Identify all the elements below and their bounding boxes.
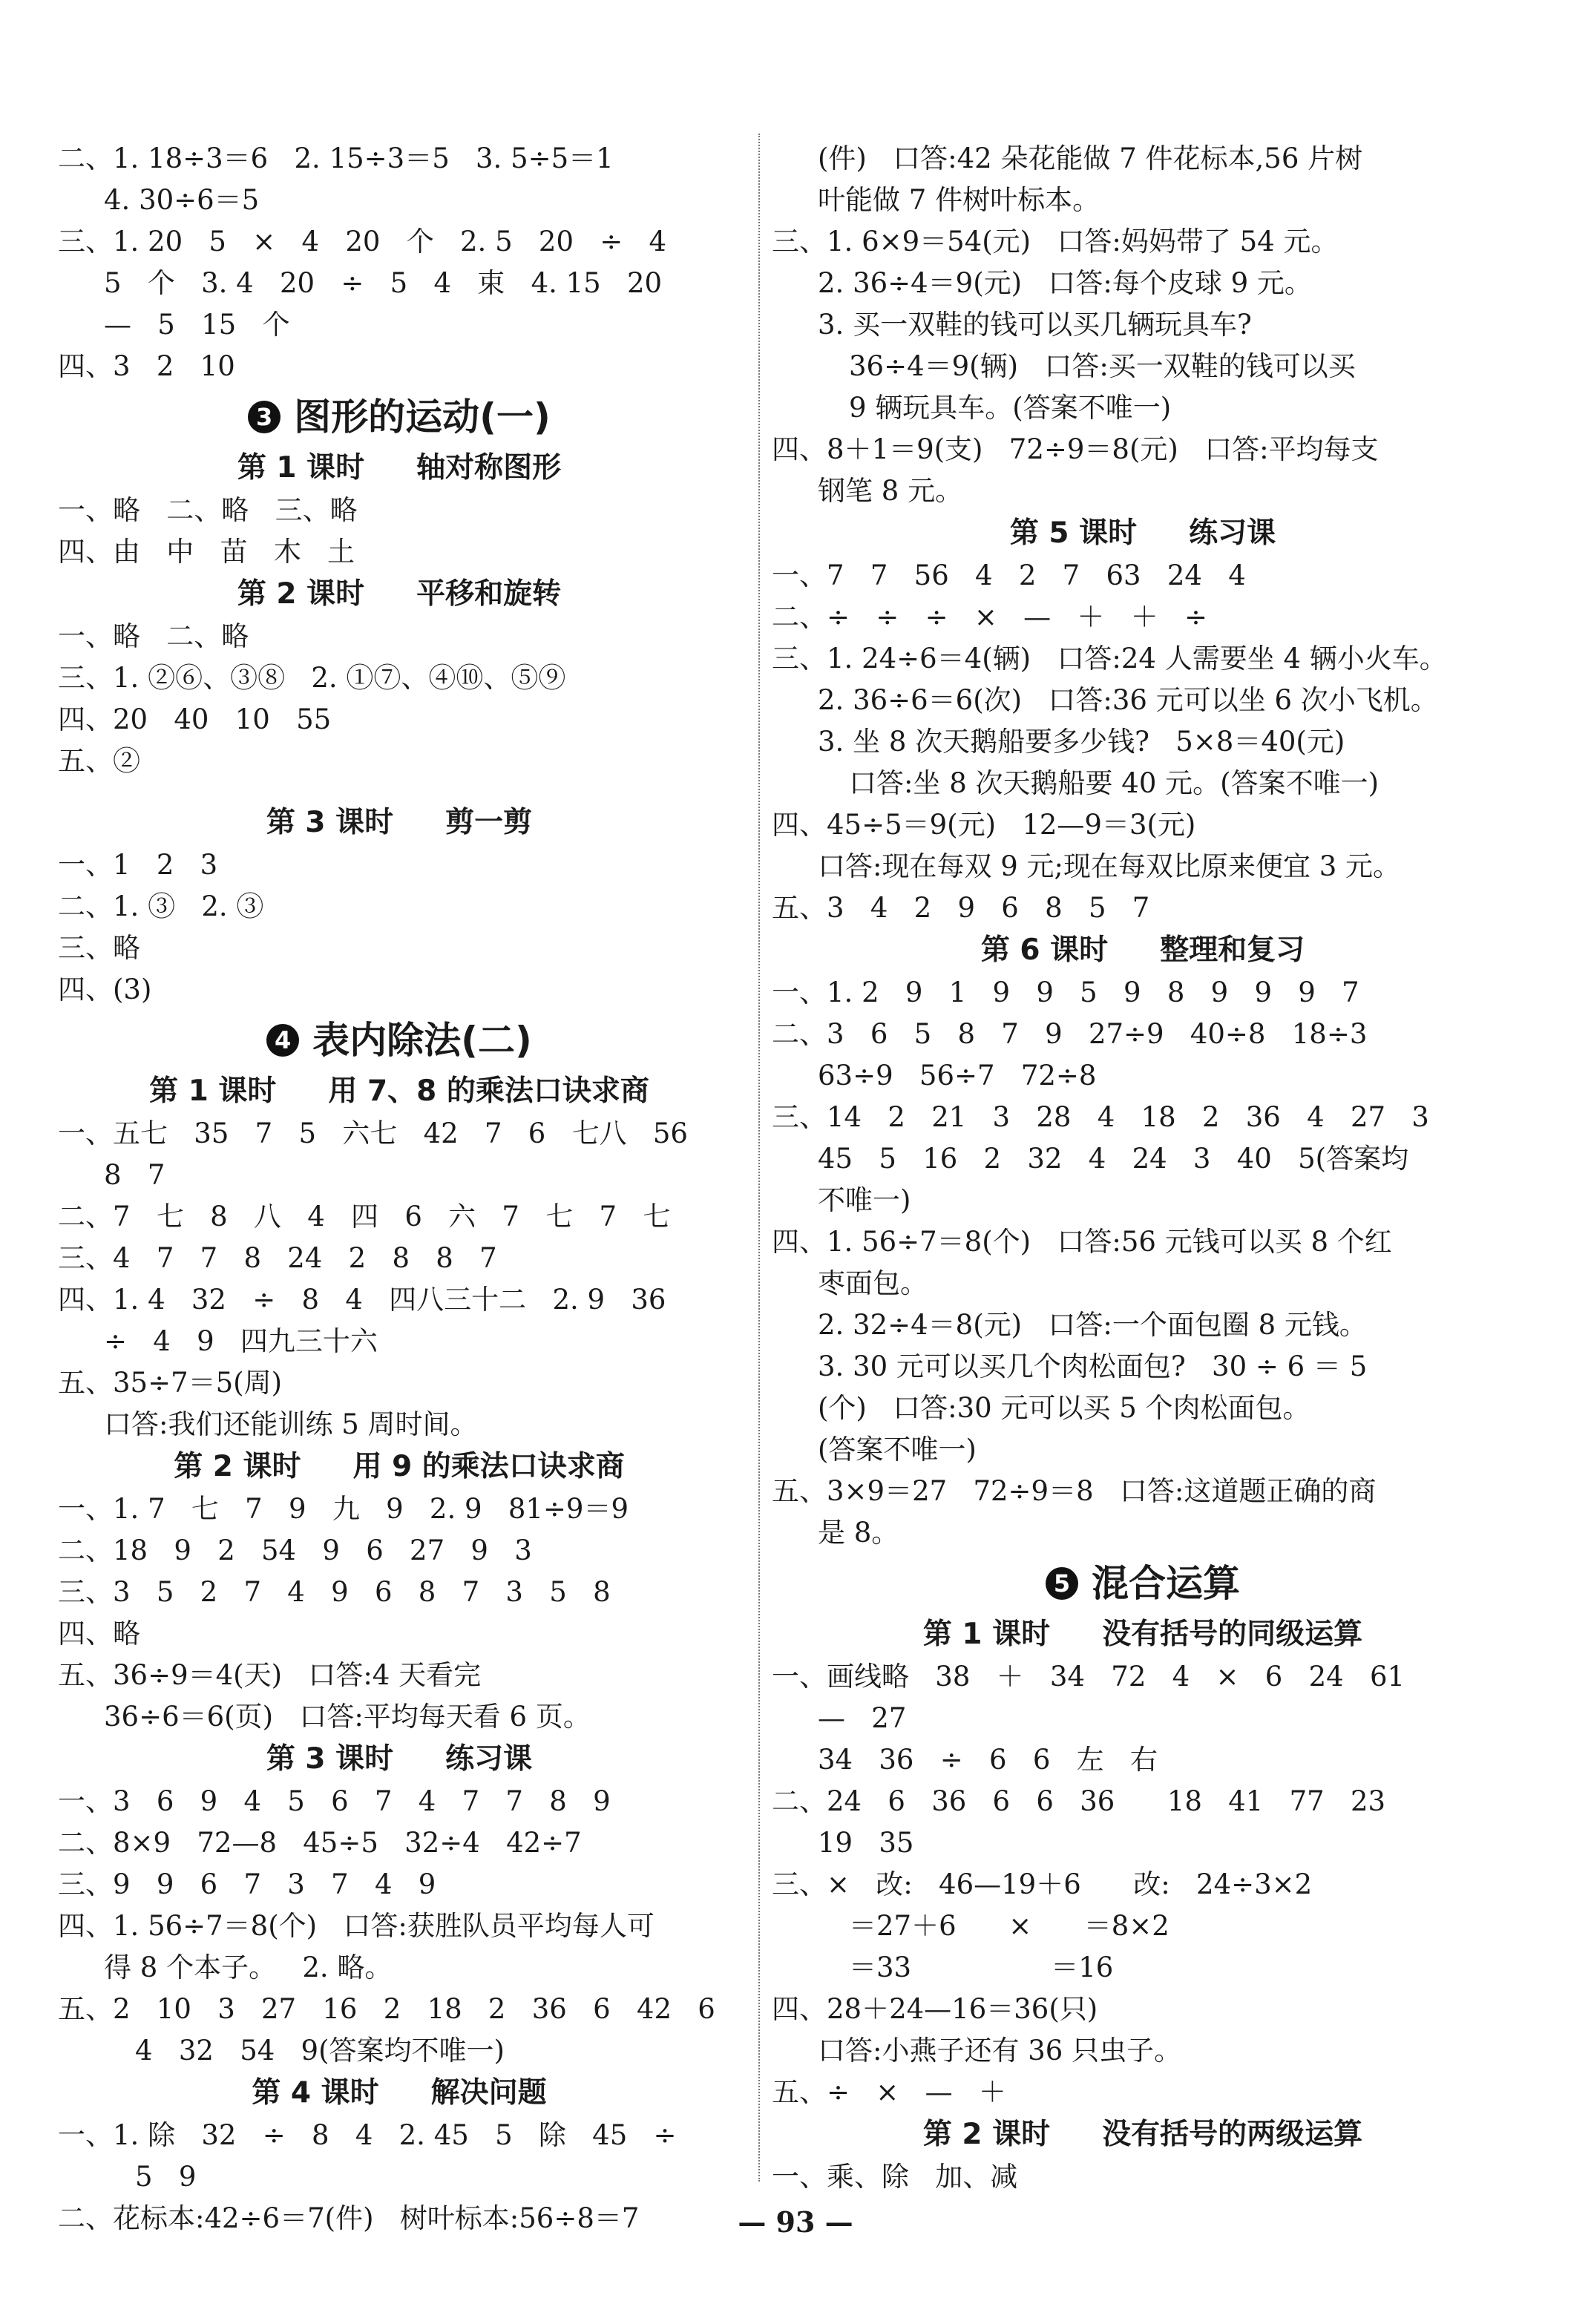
answer-line: 四、由 中 苗 木 土: [58, 536, 355, 568]
answer-line: 2. 36÷4＝9(元) 口答:每个皮球 9 元。: [818, 267, 1312, 299]
column-divider: [758, 134, 760, 2182]
answer-line: 叶能做 7 件树叶标本。: [818, 184, 1100, 216]
answer-line: 口答:小燕子还有 36 只虫子。: [818, 2035, 1182, 2067]
answer-line: 口答:现在每双 9 元;现在每双比原来便宜 3 元。: [818, 850, 1401, 882]
answer-line: 二、8×9 72—8 45÷5 32÷4 42÷7: [58, 1827, 582, 1859]
answer-line: 三、1. 20 5 × 4 20 个 2. 5 20 ÷ 4: [58, 226, 667, 257]
answer-line: 三、14 2 21 3 28 4 18 2 36 4 27 3: [772, 1101, 1429, 1133]
answer-line: 四、3 2 10: [58, 350, 235, 382]
right-column: [772, 138, 1514, 2198]
answer-line: 二、24 6 36 6 6 36 18 41 77 23: [772, 1785, 1386, 1817]
lesson-heading: 第 4 课时 解决问题: [252, 2076, 547, 2110]
answer-line: 是 8。: [818, 1517, 899, 1549]
answer-line: 一、画线略 38 ＋ 34 72 4 × 6 24 61: [772, 1661, 1405, 1693]
answer-line: ÷ 4 9 四九三十六: [104, 1325, 378, 1357]
answer-line: 三、4 7 7 8 24 2 8 8 7: [58, 1242, 497, 1274]
answer-line: 3. 30 元可以买几个肉松面包? 30 ÷ 6 ＝ 5: [818, 1350, 1368, 1382]
answer-line: 一、7 7 56 4 2 7 63 24 4: [772, 559, 1246, 591]
answer-line: 五、3×9＝27 72÷9＝8 口答:这道题正确的商: [772, 1475, 1377, 1507]
answer-line: 一、1. 7 七 7 9 九 9 2. 9 81÷9＝9: [58, 1493, 629, 1525]
answer-line: — 27: [818, 1702, 907, 1734]
lesson-heading: 第 1 课时 用 7、8 的乘法口诀求商: [149, 1074, 649, 1108]
answer-line: 二、18 9 2 54 9 6 27 9 3: [58, 1534, 532, 1566]
answer-line: 三、1. 24÷6＝4(辆) 口答:24 人需要坐 4 辆小火车。: [772, 643, 1447, 674]
answer-line: 一、五七 35 7 5 六七 42 7 6 七八 56: [58, 1117, 688, 1149]
answer-line: (个) 口答:30 元可以买 5 个肉松面包。: [818, 1392, 1310, 1424]
answer-line: 36÷4＝9(辆) 口答:买一双鞋的钱可以买: [849, 350, 1356, 382]
answer-line: 钢笔 8 元。: [818, 475, 963, 507]
answer-line: (件) 口答:42 朵花能做 7 件花标本,56 片树: [818, 142, 1363, 174]
answer-line: 5 9: [135, 2161, 197, 2193]
answer-line: 四、(3): [58, 974, 152, 1005]
answer-line: 四、45÷5＝9(元) 12—9＝3(元): [772, 809, 1196, 841]
chapter-title: 图形的运动(一): [294, 395, 551, 439]
answer-line: 45 5 16 2 32 4 24 3 40 5(答案均: [818, 1143, 1409, 1175]
answer-line: 二、1. ③ 2. ③: [58, 890, 264, 922]
answer-line: 四、20 40 10 55: [58, 703, 332, 735]
answer-line: 二、÷ ÷ ÷ × — ＋ ＋ ÷: [772, 601, 1207, 633]
answer-line: 口答:我们还能训练 5 周时间。: [104, 1408, 478, 1440]
answer-line: 8 7: [104, 1159, 165, 1191]
answer-line: 一、乘、除 加、减: [772, 2161, 1018, 2193]
answer-line: 三、× 改: 46—19＋6 改: 24÷3×2: [772, 1868, 1313, 1900]
answer-line: 三、9 9 6 7 3 7 4 9: [58, 1868, 436, 1900]
answer-line: 二、1. 18÷3＝6 2. 15÷3＝5 3. 5÷5＝1: [58, 142, 614, 174]
answer-line: 19 35: [818, 1827, 914, 1859]
chapter-number-badge: 5: [1046, 1567, 1078, 1600]
answer-line: 36÷6＝6(页) 口答:平均每天看 6 页。: [104, 1701, 591, 1733]
answer-line: ＝27＋6 × ＝8×2: [849, 1910, 1170, 1942]
answer-line: 二、7 七 8 八 4 四 6 六 7 七 7 七: [58, 1201, 671, 1232]
answer-line: 4 32 54 9(答案均不唯一): [135, 2035, 505, 2067]
answer-line: 三、略: [58, 932, 140, 964]
page-number: — 93 —: [738, 2205, 853, 2239]
lesson-heading: 第 6 课时 整理和复习: [980, 933, 1305, 967]
answer-line: 一、1. 2 9 1 9 9 5 9 8 9 9 9 7: [772, 976, 1359, 1008]
answer-line: 不唯一): [818, 1184, 911, 1216]
lesson-heading: 第 3 课时 剪一剪: [266, 806, 533, 839]
chapter-heading-5: [772, 1554, 1514, 1613]
answer-line: 63÷9 56÷7 72÷8: [818, 1060, 1097, 1092]
answer-line: 三、1. 6×9＝54(元) 口答:妈妈带了 54 元。: [772, 226, 1339, 257]
answer-line: — 5 15 个: [104, 309, 290, 341]
lesson-heading: 第 3 课时 练习课: [266, 1742, 533, 1776]
chapter-title: 表内除法(二): [312, 1019, 532, 1062]
lesson-heading: 第 2 课时 没有括号的两级运算: [922, 2118, 1363, 2151]
answer-line: 一、3 6 9 4 5 6 7 4 7 7 8 9: [58, 1785, 611, 1817]
answer-line: 五、3 4 2 9 6 8 5 7: [772, 892, 1150, 924]
answer-line: 一、1 2 3: [58, 849, 218, 881]
answer-line: 四、1. 56÷7＝8(个) 口答:获胜队员平均每人可: [58, 1910, 655, 1942]
chapter-number-badge: 4: [266, 1024, 299, 1057]
answer-line: 四、1. 4 32 ÷ 8 4 四八三十二 2. 9 36: [58, 1284, 666, 1316]
lesson-heading: 第 2 课时 用 9 的乘法口诀求商: [174, 1450, 625, 1483]
answer-line: 34 36 ÷ 6 6 左 右: [818, 1744, 1158, 1776]
answer-line: 二、花标本:42÷6＝7(件) 树叶标本:56÷8＝7: [58, 2202, 640, 2234]
answer-line: 4. 30÷6＝5: [104, 184, 260, 216]
chapter-heading-3: [58, 387, 741, 447]
lesson-heading: 第 1 课时 轴对称图形: [237, 451, 562, 485]
answer-line: 五、②: [58, 745, 140, 777]
answer-line: 四、1. 56÷7＝8(个) 口答:56 元钱可以买 8 个红: [772, 1226, 1392, 1258]
answer-line: 二、3 6 5 8 7 9 27÷9 40÷8 18÷3: [772, 1018, 1368, 1050]
answer-line: 2. 32÷4＝8(元) 口答:一个面包圈 8 元钱。: [818, 1309, 1367, 1341]
answer-line: 三、3 5 2 7 4 9 6 8 7 3 5 8: [58, 1576, 611, 1608]
lesson-heading: 第 2 课时 平移和旋转: [237, 577, 562, 611]
answer-line: 一、1. 除 32 ÷ 8 4 2. 45 5 除 45 ÷: [58, 2119, 677, 2151]
answer-line: 五、2 10 3 27 16 2 18 2 36 6 42 6: [58, 1993, 715, 2025]
lesson-heading: 第 5 课时 练习课: [1009, 516, 1276, 550]
answer-line: 5 个 3. 4 20 ÷ 5 4 束 4. 15 20: [104, 267, 663, 299]
answer-line: 五、÷ × — ＋: [772, 2076, 1006, 2108]
left-column: [58, 138, 741, 2239]
answer-line: 一、略 二、略: [58, 620, 249, 652]
answer-line: (答案不唯一): [818, 1434, 977, 1465]
answer-line: 五、35÷7＝5(周): [58, 1367, 283, 1399]
answer-line: 2. 36÷6＝6(次) 口答:36 元可以坐 6 次小飞机。: [818, 684, 1438, 716]
chapter-title: 混合运算: [1092, 1562, 1240, 1605]
answer-line: ＝33 ＝16: [849, 1952, 1114, 1983]
answer-line: 五、36÷9＝4(天) 口答:4 天看完: [58, 1659, 482, 1691]
answer-line: 9 辆玩具车。(答案不唯一): [849, 392, 1172, 424]
answer-line: 枣面包。: [818, 1267, 928, 1299]
answer-line: 3. 坐 8 次天鹅船要多少钱? 5×8＝40(元): [818, 726, 1345, 758]
answer-line: 一、略 二、略 三、略: [58, 494, 358, 526]
lesson-heading: 第 1 课时 没有括号的同级运算: [922, 1618, 1363, 1651]
answer-line: 三、1. ②⑥、③⑧ 2. ①⑦、④⑩、⑤⑨: [58, 662, 566, 694]
answer-line: 四、28＋24—16＝36(只): [772, 1993, 1098, 2025]
answer-line: 得 8 个本子。 2. 略。: [104, 1952, 393, 1983]
answer-line: 3. 买一双鞋的钱可以买几辆玩具车?: [818, 309, 1252, 341]
answer-line: 口答:坐 8 次天鹅船要 40 元。(答案不唯一): [849, 767, 1380, 799]
answer-line: 四、8＋1＝9(支) 72÷9＝8(元) 口答:平均每支: [772, 433, 1379, 465]
chapter-number-badge: 3: [248, 401, 281, 433]
answer-line: 四、略: [58, 1618, 140, 1650]
chapter-heading-4: [58, 1011, 741, 1070]
